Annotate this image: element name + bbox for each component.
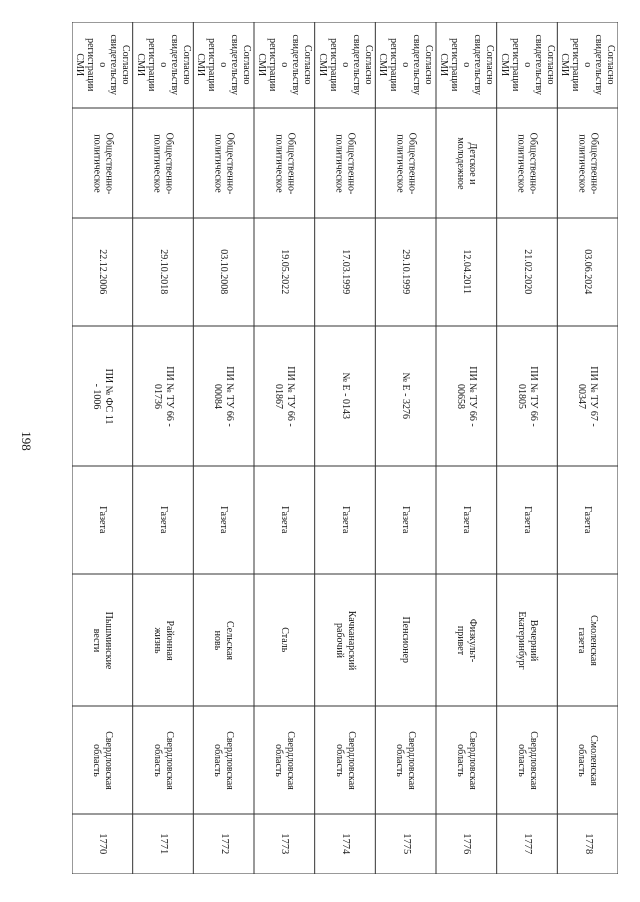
cell-region-text: Смоленская область	[576, 734, 600, 786]
cell-number-text: 1774	[339, 833, 351, 855]
cell-registration-text: № Е - 3276	[400, 372, 412, 420]
cell-basis	[72, 22, 133, 108]
cell-theme-text: Общественно-политическое	[515, 132, 539, 194]
cell-region	[436, 706, 497, 814]
cell-date	[72, 218, 133, 326]
cell-title	[436, 574, 497, 706]
cell-title	[254, 574, 315, 706]
cell-region	[254, 706, 315, 814]
cell-region-text: Свердловская область	[455, 730, 478, 790]
cell-title	[72, 574, 133, 706]
cell-theme	[557, 108, 618, 218]
cell-number	[193, 814, 254, 874]
cell-date-text: 12.04.2011	[461, 249, 473, 295]
cell-theme-text: Общественно-политическое	[394, 132, 418, 194]
cell-region	[375, 706, 436, 814]
cell-registration	[436, 326, 497, 466]
cell-basis	[436, 22, 497, 108]
cell-theme-text: Детское и молодежное	[455, 136, 478, 190]
cell-registration	[193, 326, 254, 466]
cell-theme-text: Общественно-политическое	[333, 132, 357, 194]
registry-table	[72, 22, 618, 874]
cell-type-text: Газета	[97, 506, 109, 534]
cell-region-text: Свердловская область	[273, 730, 296, 790]
cell-region	[315, 706, 376, 814]
cell-basis	[315, 22, 376, 108]
cell-type-text: Газета	[279, 506, 291, 534]
cell-date	[497, 218, 558, 326]
cell-basis	[133, 22, 194, 108]
cell-theme-text: Общественно-политическое	[212, 132, 236, 194]
cell-type-text: Газета	[582, 506, 594, 534]
cell-region	[72, 706, 133, 814]
cell-title	[133, 574, 194, 706]
cell-theme-text: Общественно-политическое	[91, 132, 114, 194]
cell-registration	[375, 326, 436, 466]
cell-basis	[254, 22, 315, 108]
cell-theme	[254, 108, 315, 218]
cell-basis-text: Согласно свидетельству о регистрации СМИ	[256, 34, 314, 96]
cell-title-text: Сельская новь	[212, 620, 236, 660]
cell-number-text: 1775	[400, 833, 412, 855]
cell-number	[72, 814, 133, 874]
cell-type	[254, 466, 315, 574]
cell-title-text: Вечерний Екатеринбург	[515, 610, 539, 670]
cell-basis-text: Согласно свидетельству о регистрации СМИ	[377, 34, 435, 96]
cell-theme-text: Общественно-политическое	[151, 132, 175, 194]
cell-number-text: 1771	[157, 833, 169, 855]
cell-registration	[315, 326, 376, 466]
cell-type	[133, 466, 194, 574]
cell-registration	[72, 326, 133, 466]
cell-type-text: Газета	[157, 506, 169, 534]
cell-title-text: Пенсионер	[400, 616, 412, 664]
cell-region	[497, 706, 558, 814]
cell-registration-text: ПИ № ТУ 66 - 01805	[515, 365, 539, 427]
cell-registration-text: ПИ № ТУ 66 - 00658	[455, 365, 478, 427]
cell-title	[497, 574, 558, 706]
page-number: 198	[19, 431, 34, 451]
cell-basis	[193, 22, 254, 108]
cell-theme	[436, 108, 497, 218]
cell-number-text: 1770	[97, 833, 109, 855]
cell-basis-text: Согласно свидетельству о регистрации СМИ	[74, 34, 132, 96]
cell-registration-text: ПИ № ТУ 67 - 00347	[576, 365, 600, 427]
cell-registration-text: ПИ № ТУ 66 - 01867	[273, 365, 296, 427]
cell-title	[315, 574, 376, 706]
cell-title	[375, 574, 436, 706]
cell-registration	[133, 326, 194, 466]
cell-number	[315, 814, 376, 874]
cell-date	[193, 218, 254, 326]
cell-type-text: Газета	[521, 506, 533, 534]
cell-date	[315, 218, 376, 326]
cell-date-text: 29.10.1999	[400, 249, 412, 295]
cell-region-text: Свердловская область	[394, 730, 418, 790]
cell-date-text: 19.05.2022	[279, 249, 291, 295]
cell-title-text: Сталь	[279, 627, 291, 653]
cell-theme	[315, 108, 376, 218]
cell-date	[254, 218, 315, 326]
cell-number	[436, 814, 497, 874]
cell-date-text: 29.10.2018	[157, 249, 169, 295]
cell-theme	[133, 108, 194, 218]
cell-basis	[375, 22, 436, 108]
cell-registration	[254, 326, 315, 466]
cell-registration-text: ПИ № ТУ 66 - 01736	[151, 365, 175, 427]
cell-basis-text: Согласно свидетельству о регистрации СМИ	[316, 34, 374, 96]
cell-number-text: 1778	[582, 833, 594, 855]
cell-date	[436, 218, 497, 326]
cell-basis	[497, 22, 558, 108]
cell-title	[557, 574, 618, 706]
cell-type	[72, 466, 133, 574]
cell-number	[254, 814, 315, 874]
cell-theme	[72, 108, 133, 218]
cell-title-text: Смоленская газета	[576, 614, 600, 666]
cell-date-text: 17.03.1999	[339, 249, 351, 295]
cell-basis-text: Согласно свидетельству о регистрации СМИ	[134, 34, 192, 96]
cell-title-text: Районная жизнь	[151, 619, 175, 661]
cell-registration-text: ПИ № ФС 11 - 1006	[91, 368, 114, 424]
cell-registration-text: № Е - 0143	[339, 372, 351, 420]
cell-number	[497, 814, 558, 874]
cell-registration	[557, 326, 618, 466]
cell-region-text: Свердловская область	[212, 730, 236, 790]
cell-number-text: 1776	[461, 833, 473, 855]
cell-type	[315, 466, 376, 574]
cell-theme-text: Общественно-политическое	[273, 132, 296, 194]
cell-type-text: Газета	[218, 506, 230, 534]
cell-region-text: Свердловская область	[515, 730, 539, 790]
cell-region-text: Свердловская область	[91, 730, 114, 790]
cell-title	[193, 574, 254, 706]
cell-region	[557, 706, 618, 814]
cell-basis-text: Согласно свидетельству о регистрации СМИ	[195, 34, 253, 96]
cell-title-text: Качканарский рабочий	[333, 610, 357, 670]
cell-basis-text: Согласно свидетельству о регистрации СМИ	[498, 34, 556, 96]
cell-title-text: Пышминские вести	[91, 611, 114, 669]
cell-date	[133, 218, 194, 326]
cell-type-text: Газета	[461, 506, 473, 534]
cell-type	[193, 466, 254, 574]
cell-title-text: Физкульт-привет	[455, 618, 478, 662]
cell-basis	[557, 22, 618, 108]
cell-type	[497, 466, 558, 574]
cell-number-text: 1777	[521, 833, 533, 855]
cell-date	[557, 218, 618, 326]
cell-type	[557, 466, 618, 574]
cell-theme	[375, 108, 436, 218]
cell-region-text: Свердловская область	[333, 730, 357, 790]
cell-registration-text: ПИ № ТУ 66 - 00084	[212, 365, 236, 427]
cell-date-text: 03.06.2024	[582, 249, 594, 295]
cell-theme	[497, 108, 558, 218]
cell-date	[375, 218, 436, 326]
cell-number-text: 1772	[218, 833, 230, 855]
cell-date-text: 03.10.2008	[218, 249, 230, 295]
cell-number	[557, 814, 618, 874]
cell-basis-text: Согласно свидетельству о регистрации СМИ	[559, 34, 617, 96]
cell-date-text: 22.12.2006	[97, 249, 109, 295]
cell-basis-text: Согласно свидетельству о регистрации СМИ	[438, 34, 496, 96]
cell-number-text: 1773	[279, 833, 291, 855]
cell-theme	[193, 108, 254, 218]
cell-type-text: Газета	[339, 506, 351, 534]
cell-number	[133, 814, 194, 874]
cell-type	[375, 466, 436, 574]
cell-date-text: 21.02.2020	[521, 249, 533, 295]
cell-theme-text: Общественно-политическое	[576, 132, 600, 194]
cell-registration	[497, 326, 558, 466]
cell-type	[436, 466, 497, 574]
cell-region	[133, 706, 194, 814]
cell-number	[375, 814, 436, 874]
cell-region	[193, 706, 254, 814]
cell-region-text: Свердловская область	[151, 730, 175, 790]
cell-type-text: Газета	[400, 506, 412, 534]
